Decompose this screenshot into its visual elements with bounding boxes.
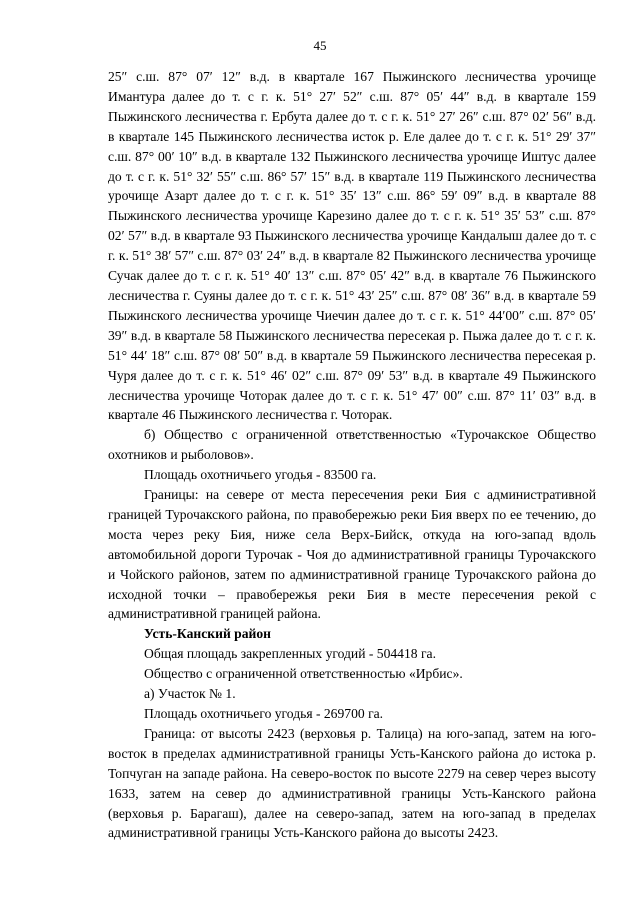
paragraph-coordinates: 25″ с.ш. 87° 07′ 12″ в.д. в квартале 167 Пыжинского лесничества урочище Имантура далее до т. с г. к. 51° 27′ 52″ с.ш. 87° 05′ 44″ в.д. в квартале 159 Пыжинского лесничества г. Ербута далее до т. с г. к. 51° 27′ 26″ с.ш. 87° 02′ 56″ в.д. в квартале 145 Пыжинского лесничества исток р. Еле далее до т. с г. к. 51° 29′ 37″ с.ш. 87° 00′ 10″ в.д. в квартале 132 Пыжинского лесничества урочище Иштус далее до т. с г. к. 51° 32′ 55″ с.ш. 86° 57′ 15″ в.д. в квартале 119 Пыжинского лесничества урочище Азарт далее до т. с г. к. 51° 35′ 13″ с.ш. 86° 59′ 09″ в.д. в квартале 88 Пыжинского лесничества урочище Карезино далее до т. с г. к. 51° 35′ 53″ с.ш. 87° 02′ 57″ в.д. в квартале 93 Пыжинского лесничества урочище Кандалыш далее до т. с г. к. 51° 38′ 57″ с.ш. 87° 03′ 24″ в.д. в квартале 82 Пыжинского лесничества урочище Сучак далее до т. с г. к. 51° 40′ 13″ с.ш. 87° 05′ 42″ в.д. в квартале 76 Пыжинского лесничества г. Суяны далее до т. с г. к. 51° 43′ 25″ с.ш. 87° 08′ 36″ в.д. в квартале 59 Пыжинского лесничества урочище Чиечин далее до т. с г. к. 51° 44′00″ с.ш. 87° 05′ 39″ в.д. в квартале 58 Пыжинского лесничества пересекая р. Пыжа далее до т. с г. к. 51° 44′ 18″ с.ш. 87° 08′ 50″ в.д. в квартале 59 Пыжинского лесничества пересекая р. Чуря далее до т. с г. к. 51° 46′ 02″ с.ш. 87° 09′ 53″ в.д. в квартале 49 Пыжинского лесничества урочище Чоторак далее до т. с г. к. 51° 47′ 00″ с.ш. 87° 11′ 03″ в.д. в квартале 46 Пыжинского лесничества г. Чоторак. [108,69,596,423]
paragraph-plot-1: а) Участок № 1. [144,686,236,702]
paragraph-border-plot-1: Граница: от высоты 2423 (верховья р. Талица) на юго-запад, затем на юго-восток в пределах административной границы Усть-Канского района до истока р. Топчуган на западе района. На северо-восток по высоте 2279 на север через высоту 1633, затем на север до административной границы Усть-Канского района (верховья р. Барагаш), далее на северо-запад, затем на юго-запад в пределах административной границы Усть-Канского района до высоты 2423. [108,725,596,841]
paragraph-area-turochak: Площадь охотничьего угодья - 83500 га. [144,467,377,483]
paragraph-area-plot-1: Площадь охотничьего угодья - 269700 га. [144,706,384,721]
paragraph-borders-turochak: Границы: на севере от места пересечения реки Бия с административной границей Турочакского района, по правобережью реки Бия вверх по ее течению, до моста через реку Бия, ниже села Верх-Бийск, откуда на юго-запад вдоль автомобильной дороги Турочак - Чоя до административной границы Турочакского и Чойского районов, затем по административной границе Турочакского района до исходной точки – правобережья реки Бия в месте пересечения рекой с административной границей района. [108,487,596,622]
paragraph-total-area: Общая площадь закрепленных угодий - 504418 га. [144,646,436,662]
paragraph-society-irbis: Общество с ограниченной ответственностью «Ирбис». [144,666,463,682]
document-body [108,67,596,843]
section-heading-ust-kan: Усть-Канский район [144,626,271,642]
paragraph-society-turochak: б) Общество с ограниченной ответственностью «Турочакское Общество охотников и рыболовов». [108,427,596,463]
page-number: 45 [313,38,327,53]
